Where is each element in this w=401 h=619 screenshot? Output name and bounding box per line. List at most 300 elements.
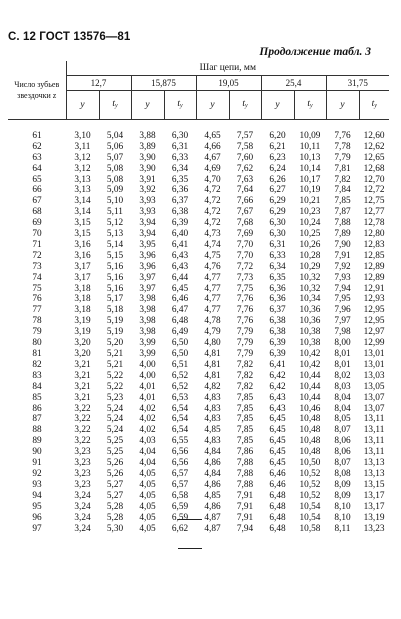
value-cell: 8,06 <box>334 447 351 458</box>
value-cell: 4,05 <box>139 479 156 490</box>
value-cell: 7,66 <box>236 196 254 207</box>
value-cell: 10,42 <box>299 359 321 370</box>
value-cell: 8,08 <box>334 468 351 479</box>
value-cell: 6,52 <box>171 370 189 381</box>
value-cell: 5,23 <box>106 392 124 403</box>
teeth-count-cell: 95 <box>32 501 42 512</box>
table-row <box>8 425 389 436</box>
value-cell: 10,14 <box>299 163 321 174</box>
value-cell: 6,34 <box>269 261 286 272</box>
value-cell: 3,24 <box>74 490 91 501</box>
value-cell: 8,07 <box>334 458 351 469</box>
value-cell: 7,58 <box>236 141 254 152</box>
value-cell: 6,54 <box>171 403 189 414</box>
value-cell: 8,07 <box>334 425 351 436</box>
value-cell: 3,93 <box>139 196 156 207</box>
value-cell: 5,18 <box>106 305 124 316</box>
value-cell: 6,43 <box>171 250 189 261</box>
value-cell: 3,91 <box>139 174 156 185</box>
value-cell: 3,13 <box>74 174 91 185</box>
teeth-count-cell: 69 <box>32 218 42 229</box>
value-cell: 12,93 <box>363 294 385 305</box>
value-cell: 10,11 <box>299 141 321 152</box>
value-cell: 7,88 <box>334 218 351 229</box>
value-cell: 4,05 <box>139 490 156 501</box>
value-cell: 4,03 <box>139 436 156 447</box>
value-cell: 6,58 <box>171 490 189 501</box>
value-cell: 13,13 <box>363 468 385 479</box>
value-cell: 5,24 <box>106 425 124 436</box>
value-cell: 8,05 <box>334 414 351 425</box>
value-cell: 6,48 <box>269 490 286 501</box>
value-cell: 10,42 <box>299 349 321 360</box>
value-cell: 12,77 <box>363 207 385 218</box>
table-continuation-title: Продолжение табл. 3 <box>259 46 371 58</box>
table-row <box>8 524 389 535</box>
value-cell: 3,23 <box>74 458 91 469</box>
symbol-t-y: $t_y$ <box>164 91 196 120</box>
symbol-t-y: $t_y$ <box>359 91 389 120</box>
value-cell: 12,75 <box>363 196 385 207</box>
value-cell: 4,66 <box>204 141 221 152</box>
value-cell: 6,26 <box>269 174 286 185</box>
value-cell: 4,83 <box>204 436 221 447</box>
value-cell: 4,02 <box>139 425 156 436</box>
value-cell: 6,53 <box>171 392 189 403</box>
value-cell: 7,85 <box>236 403 254 414</box>
value-cell: 5,06 <box>106 141 124 152</box>
value-cell: 6,59 <box>171 501 189 512</box>
value-cell: 4,77 <box>204 305 221 316</box>
value-cell: 3,23 <box>74 447 91 458</box>
value-cell: 12,65 <box>363 152 385 163</box>
table-row <box>8 382 389 393</box>
value-cell: 4,77 <box>204 294 221 305</box>
value-cell: 7,75 <box>236 283 254 294</box>
value-cell: 10,32 <box>299 283 321 294</box>
value-cell: 6,41 <box>269 359 286 370</box>
value-cell: 10,44 <box>299 370 321 381</box>
value-cell: 6,57 <box>171 468 189 479</box>
value-cell: 3,20 <box>74 349 91 360</box>
value-cell: 10,19 <box>299 185 321 196</box>
value-cell: 6,50 <box>171 349 189 360</box>
table-row <box>8 447 389 458</box>
table-row <box>8 414 389 425</box>
value-cell: 6,24 <box>269 163 286 174</box>
table-row <box>8 207 389 218</box>
value-cell: 5,17 <box>106 294 124 305</box>
value-cell: 6,38 <box>269 316 286 327</box>
value-cell: 6,46 <box>269 479 286 490</box>
table-row <box>8 480 389 491</box>
value-cell: 12,95 <box>363 305 385 316</box>
value-cell: 4,87 <box>204 512 221 523</box>
value-cell: 3,20 <box>74 338 91 349</box>
value-cell: 6,29 <box>269 207 286 218</box>
value-cell: 6,59 <box>171 512 189 523</box>
value-cell: 6,34 <box>171 163 189 174</box>
value-cell: 10,36 <box>299 316 321 327</box>
table-row <box>8 458 389 469</box>
value-cell: 10,38 <box>299 327 321 338</box>
value-cell: 7,90 <box>334 239 351 250</box>
table-row <box>8 404 389 415</box>
value-cell: 7,62 <box>236 163 254 174</box>
table-row <box>8 229 389 240</box>
value-cell: 13,23 <box>363 523 385 534</box>
pitch-header: 25,4 <box>261 76 326 91</box>
value-cell: 7,95 <box>334 294 351 305</box>
value-cell: 6,47 <box>171 305 189 316</box>
value-cell: 4,04 <box>139 447 156 458</box>
value-cell: 7,70 <box>236 250 254 261</box>
value-cell: 3,99 <box>139 349 156 360</box>
value-cell: 6,30 <box>269 218 286 229</box>
value-cell: 5,25 <box>106 436 124 447</box>
sprocket-table <box>8 61 389 534</box>
value-cell: 6,45 <box>171 283 189 294</box>
table-row <box>8 393 389 404</box>
value-cell: 4,72 <box>204 196 221 207</box>
value-cell: 7,91 <box>334 250 351 261</box>
value-cell: 4,83 <box>204 392 221 403</box>
value-cell: 3,17 <box>74 261 91 272</box>
value-cell: 3,16 <box>74 239 91 250</box>
value-cell: 5,28 <box>106 501 124 512</box>
value-cell: 7,64 <box>236 185 254 196</box>
value-cell: 7,72 <box>236 261 254 272</box>
pitch-header: 19,05 <box>196 76 261 91</box>
value-cell: 7,91 <box>236 512 254 523</box>
teeth-count-cell: 92 <box>32 468 42 479</box>
value-cell: 8,03 <box>334 381 351 392</box>
value-cell: 3,21 <box>74 392 91 403</box>
value-cell: 13,07 <box>363 403 385 414</box>
value-cell: 12,85 <box>363 250 385 261</box>
value-cell: 7,88 <box>236 479 254 490</box>
value-cell: 4,82 <box>204 381 221 392</box>
value-cell: 6,48 <box>269 523 286 534</box>
value-cell: 5,16 <box>106 283 124 294</box>
value-cell: 7,85 <box>236 436 254 447</box>
value-cell: 4,76 <box>204 261 221 272</box>
value-cell: 5,24 <box>106 403 124 414</box>
value-cell: 12,95 <box>363 316 385 327</box>
value-cell: 5,19 <box>106 316 124 327</box>
value-cell: 6,38 <box>171 207 189 218</box>
pitch-header: 12,7 <box>66 76 131 91</box>
value-cell: 6,45 <box>269 436 286 447</box>
value-cell: 10,17 <box>299 174 321 185</box>
value-cell: 12,89 <box>363 272 385 283</box>
value-cell: 12,60 <box>363 130 385 141</box>
value-cell: 4,79 <box>204 327 221 338</box>
value-cell: 4,70 <box>204 174 221 185</box>
value-cell: 3,97 <box>139 272 156 283</box>
value-cell: 3,23 <box>74 468 91 479</box>
table-row <box>8 284 389 295</box>
value-cell: 5,21 <box>106 359 124 370</box>
table-row <box>8 164 389 175</box>
value-cell: 5,21 <box>106 349 124 360</box>
value-cell: 7,67 <box>236 207 254 218</box>
value-cell: 3,99 <box>139 338 156 349</box>
value-cell: 12,99 <box>363 338 385 349</box>
value-cell: 7,63 <box>236 174 254 185</box>
value-cell: 8,11 <box>334 523 351 534</box>
symbol-y: y <box>261 91 294 120</box>
pitch-row <box>8 76 389 91</box>
value-cell: 6,31 <box>269 239 286 250</box>
value-cell: 3,19 <box>74 327 91 338</box>
value-cell: 12,83 <box>363 239 385 250</box>
value-cell: 4,02 <box>139 403 156 414</box>
value-cell: 4,72 <box>204 207 221 218</box>
value-cell: 7,88 <box>236 458 254 469</box>
value-cell: 4,77 <box>204 283 221 294</box>
teeth-count-cell: 75 <box>32 283 42 294</box>
page-header: С. 12 ГОСТ 13576—81 <box>8 31 131 43</box>
value-cell: 5,10 <box>106 196 124 207</box>
value-cell: 4,81 <box>204 370 221 381</box>
value-cell: 10,48 <box>299 425 321 436</box>
symbol-y: y <box>196 91 229 120</box>
value-cell: 5,19 <box>106 327 124 338</box>
value-cell: 6,48 <box>269 512 286 523</box>
value-cell: 5,09 <box>106 185 124 196</box>
value-cell: 5,15 <box>106 250 124 261</box>
value-cell: 4,72 <box>204 185 221 196</box>
teeth-count-cell: 82 <box>32 359 42 370</box>
teeth-count-header: Число зубьев звездочки z <box>8 61 66 120</box>
value-cell: 4,73 <box>204 229 221 240</box>
value-cell: 3,98 <box>139 327 156 338</box>
value-cell: 6,48 <box>269 501 286 512</box>
value-cell: 4,00 <box>139 370 156 381</box>
value-cell: 7,84 <box>334 185 351 196</box>
value-cell: 4,67 <box>204 152 221 163</box>
value-cell: 7,81 <box>334 163 351 174</box>
value-cell: 4,74 <box>204 239 221 250</box>
value-cell: 4,83 <box>204 414 221 425</box>
value-cell: 8,10 <box>334 512 351 523</box>
table-row <box>8 327 389 338</box>
value-cell: 7,85 <box>236 392 254 403</box>
value-cell: 13,01 <box>363 349 385 360</box>
value-cell: 12,89 <box>363 261 385 272</box>
value-cell: 4,05 <box>139 523 156 534</box>
value-cell: 5,16 <box>106 272 124 283</box>
value-cell: 6,57 <box>171 479 189 490</box>
value-cell: 13,11 <box>363 425 385 436</box>
value-cell: 6,55 <box>171 436 189 447</box>
value-cell: 10,13 <box>299 152 321 163</box>
value-cell: 4,84 <box>204 468 221 479</box>
value-cell: 8,02 <box>334 370 351 381</box>
value-cell: 5,04 <box>106 130 124 141</box>
value-cell: 5,16 <box>106 261 124 272</box>
value-cell: 7,86 <box>236 447 254 458</box>
value-cell: 4,04 <box>139 458 156 469</box>
value-cell: 10,21 <box>299 196 321 207</box>
value-cell: 10,52 <box>299 479 321 490</box>
value-cell: 4,02 <box>139 414 156 425</box>
value-cell: 7,69 <box>236 229 254 240</box>
value-cell: 3,13 <box>74 185 91 196</box>
value-cell: 4,85 <box>204 425 221 436</box>
value-cell: 7,97 <box>334 316 351 327</box>
value-cell: 4,83 <box>204 403 221 414</box>
table-row <box>8 360 389 371</box>
pitch-header: 31,75 <box>326 76 389 91</box>
value-cell: 3,95 <box>139 239 156 250</box>
symbol-y: y <box>131 91 164 120</box>
value-cell: 3,21 <box>74 370 91 381</box>
value-cell: 4,05 <box>139 512 156 523</box>
table-row <box>8 196 389 207</box>
value-cell: 3,96 <box>139 250 156 261</box>
value-cell: 10,25 <box>299 229 321 240</box>
table-row <box>8 316 389 327</box>
value-cell: 6,43 <box>269 392 286 403</box>
value-cell: 4,05 <box>139 501 156 512</box>
value-cell: 8,01 <box>334 349 351 360</box>
value-cell: 3,10 <box>74 130 91 141</box>
value-cell: 3,96 <box>139 261 156 272</box>
value-cell: 7,91 <box>236 490 254 501</box>
value-cell: 3,90 <box>139 152 156 163</box>
value-cell: 5,08 <box>106 163 124 174</box>
value-cell: 4,72 <box>204 218 221 229</box>
value-cell: 10,48 <box>299 447 321 458</box>
value-cell: 3,22 <box>74 403 91 414</box>
pitch-title: Шаг цепи, мм <box>66 61 389 76</box>
value-cell: 7,94 <box>334 283 351 294</box>
value-cell: 10,26 <box>299 239 321 250</box>
value-cell: 7,94 <box>236 523 254 534</box>
teeth-count-cell: 80 <box>32 338 42 349</box>
teeth-count-cell: 90 <box>32 447 42 458</box>
value-cell: 6,45 <box>269 458 286 469</box>
value-cell: 6,38 <box>269 327 286 338</box>
value-cell: 10,36 <box>299 305 321 316</box>
teeth-count-cell: 63 <box>32 152 42 163</box>
value-cell: 3,21 <box>74 381 91 392</box>
value-cell: 4,81 <box>204 349 221 360</box>
table-row <box>8 502 389 513</box>
teeth-count-cell: 85 <box>32 392 42 403</box>
table-row <box>8 273 389 284</box>
value-cell: 3,12 <box>74 163 91 174</box>
value-cell: 10,52 <box>299 468 321 479</box>
value-cell: 12,70 <box>363 174 385 185</box>
value-cell: 7,96 <box>334 305 351 316</box>
value-cell: 12,72 <box>363 185 385 196</box>
value-cell: 3,98 <box>139 294 156 305</box>
value-cell: 7,78 <box>334 141 351 152</box>
teeth-count-cell: 73 <box>32 261 42 272</box>
pitch-header: 15,875 <box>131 76 196 91</box>
value-cell: 10,28 <box>299 250 321 261</box>
value-cell: 6,39 <box>269 349 286 360</box>
value-cell: 6,21 <box>269 141 286 152</box>
value-cell: 4,65 <box>204 130 221 141</box>
value-cell: 6,45 <box>269 447 286 458</box>
table-row <box>8 436 389 447</box>
value-cell: 6,54 <box>171 425 189 436</box>
value-cell: 6,49 <box>171 327 189 338</box>
table-row <box>8 153 389 164</box>
teeth-count-cell: 71 <box>32 239 42 250</box>
value-cell: 6,43 <box>269 403 286 414</box>
value-cell: 7,79 <box>236 338 254 349</box>
table-row <box>8 294 389 305</box>
value-cell: 10,24 <box>299 218 321 229</box>
value-cell: 6,35 <box>269 272 286 283</box>
value-cell: 3,88 <box>139 130 156 141</box>
table-body <box>8 120 389 535</box>
teeth-count-cell: 84 <box>32 381 42 392</box>
value-cell: 6,41 <box>171 239 189 250</box>
value-cell: 6,46 <box>269 468 286 479</box>
value-cell: 3,93 <box>139 207 156 218</box>
value-cell: 7,98 <box>334 327 351 338</box>
value-cell: 10,54 <box>299 501 321 512</box>
symbol-t-y: $t_y$ <box>99 91 131 120</box>
value-cell: 5,13 <box>106 229 124 240</box>
value-cell: 7,85 <box>334 196 351 207</box>
value-cell: 10,23 <box>299 207 321 218</box>
value-cell: 7,73 <box>236 272 254 283</box>
value-cell: 10,34 <box>299 294 321 305</box>
value-cell: 6,40 <box>171 229 189 240</box>
value-cell: 5,14 <box>106 239 124 250</box>
teeth-count-cell: 76 <box>32 294 42 305</box>
symbol-t-y: $t_y$ <box>229 91 261 120</box>
symbol-row <box>8 91 389 120</box>
value-cell: 3,24 <box>74 512 91 523</box>
value-cell: 7,93 <box>334 272 351 283</box>
value-cell: 7,85 <box>236 425 254 436</box>
value-cell: 5,22 <box>106 370 124 381</box>
table-row <box>8 240 389 251</box>
teeth-count-cell: 77 <box>32 305 42 316</box>
value-cell: 6,39 <box>171 218 189 229</box>
value-cell: 6,42 <box>269 381 286 392</box>
value-cell: 6,56 <box>171 447 189 458</box>
teeth-count-cell: 61 <box>32 130 42 141</box>
teeth-count-cell: 66 <box>32 185 42 196</box>
value-cell: 6,36 <box>171 185 189 196</box>
teeth-count-cell: 68 <box>32 207 42 218</box>
value-cell: 10,58 <box>299 523 321 534</box>
value-cell: 6,46 <box>171 294 189 305</box>
value-cell: 10,48 <box>299 436 321 447</box>
value-cell: 5,25 <box>106 447 124 458</box>
value-cell: 5,27 <box>106 479 124 490</box>
value-cell: 3,22 <box>74 414 91 425</box>
value-cell: 4,81 <box>204 359 221 370</box>
value-cell: 5,27 <box>106 490 124 501</box>
table-row <box>8 305 389 316</box>
value-cell: 4,86 <box>204 479 221 490</box>
table-row <box>8 491 389 502</box>
value-cell: 10,50 <box>299 458 321 469</box>
value-cell: 3,94 <box>139 218 156 229</box>
value-cell: 6,36 <box>269 283 286 294</box>
value-cell: 7,76 <box>334 130 351 141</box>
